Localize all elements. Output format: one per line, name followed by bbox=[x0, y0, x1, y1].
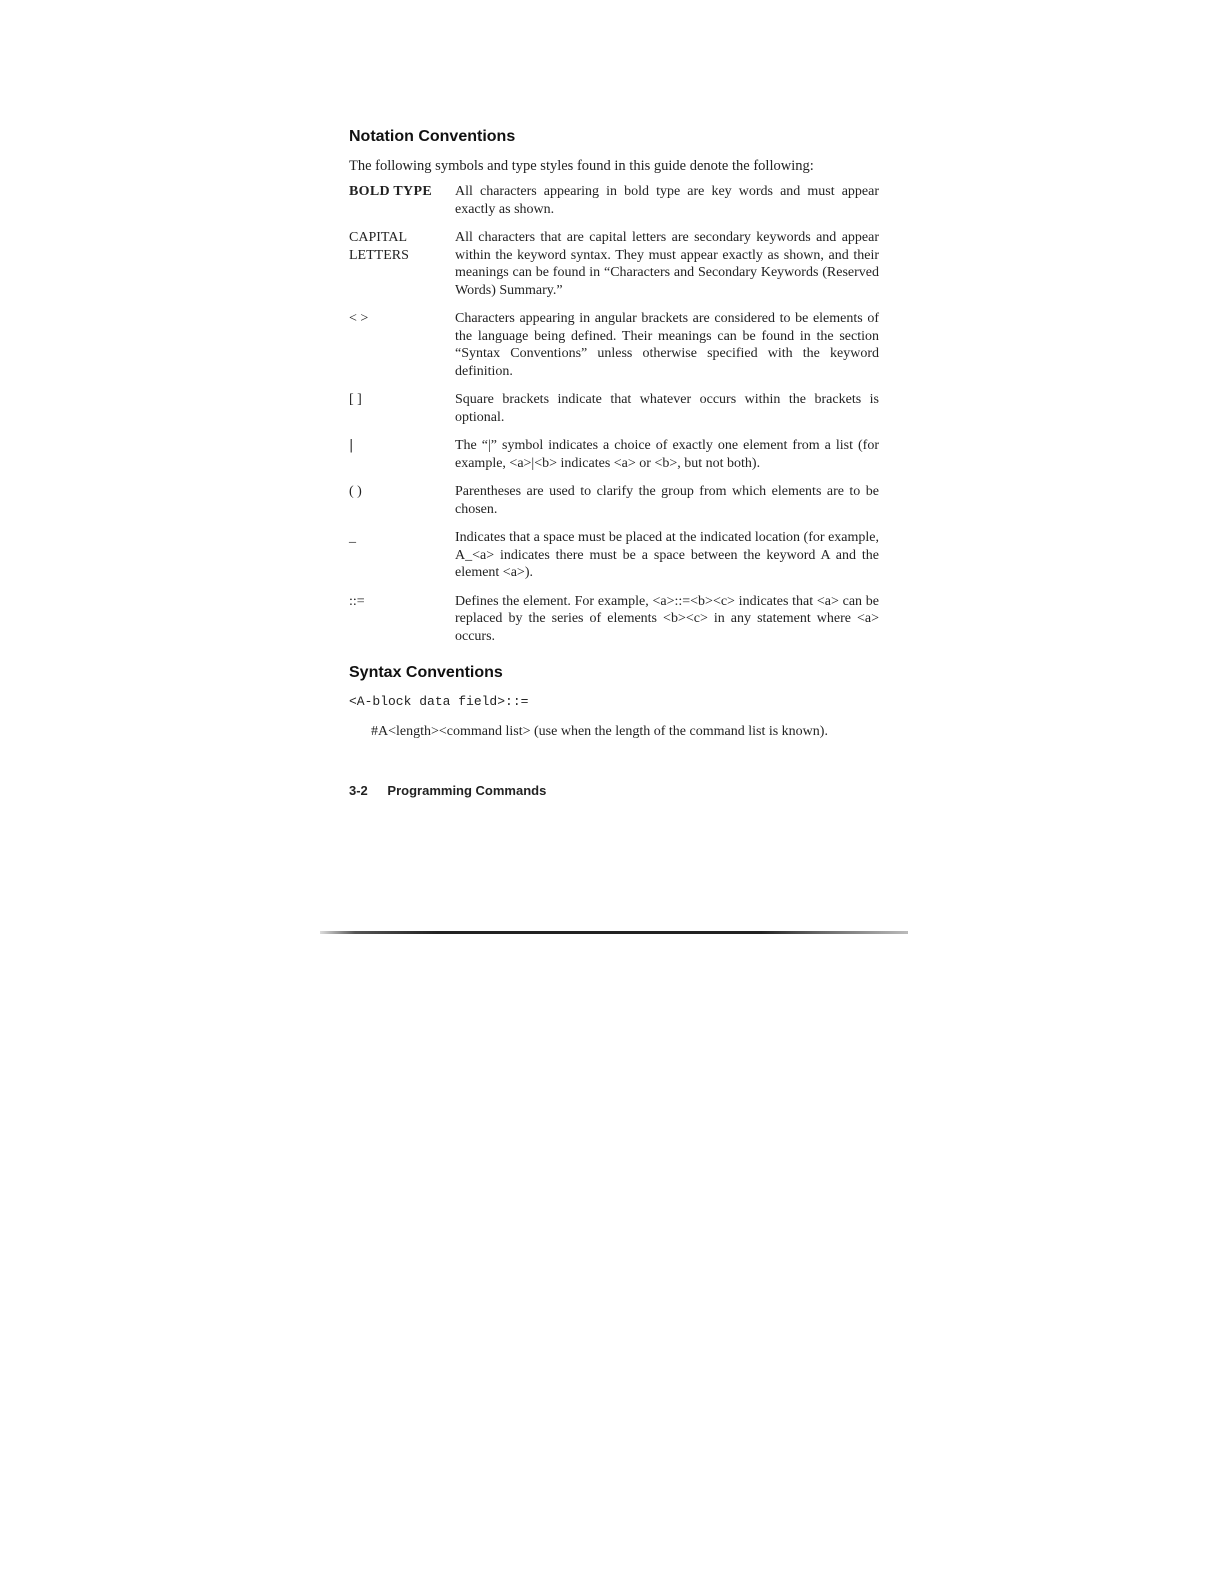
convention-term: < > bbox=[349, 311, 369, 326]
convention-row bbox=[349, 437, 879, 472]
convention-term: ( ) bbox=[349, 484, 362, 499]
conventions-list bbox=[349, 183, 879, 645]
convention-definition: Square brackets indicate that whatever occurs within the brackets is optional. bbox=[455, 392, 879, 425]
syntax-description: #A<length><command list> (use when the length of the command list is known). bbox=[371, 724, 828, 739]
page-number: 3-2 bbox=[349, 783, 368, 798]
convention-term: CAPITAL LETTERS bbox=[349, 230, 409, 263]
convention-row bbox=[349, 183, 879, 218]
convention-row bbox=[349, 593, 879, 646]
convention-definition: Characters appearing in angular brackets are considered to be elements of the language being defined. Their meanings can be found in the section “Syntax Conventions” unless otherwise specified with the keyword definition. bbox=[455, 311, 879, 379]
convention-term: BOLD TYPE bbox=[349, 184, 432, 199]
syntax-heading: Syntax Conventions bbox=[349, 664, 503, 681]
syntax-definition-line: <A-block data field>::= bbox=[349, 694, 529, 709]
convention-row bbox=[349, 391, 879, 426]
footer-title: Programming Commands bbox=[387, 783, 547, 798]
convention-row bbox=[349, 310, 879, 380]
page-edge-rule bbox=[320, 931, 908, 934]
convention-term: | bbox=[349, 438, 354, 453]
convention-term: [ ] bbox=[349, 392, 362, 407]
convention-term: ::= bbox=[349, 593, 365, 609]
convention-definition: Indicates that a space must be placed at the indicated location (for example, A_<a> indicates there must be a space between the keyword A and the element <a>). bbox=[455, 530, 879, 580]
convention-row bbox=[349, 529, 879, 582]
convention-definition: Parentheses are used to clarify the group from which elements are to be chosen. bbox=[455, 484, 879, 517]
convention-row bbox=[349, 483, 879, 518]
convention-definition: All characters that are capital letters are secondary keywords and appear within the keyword syntax. They must appear exactly as shown, and their meanings can be found in “Characters and Secondary Keywords (Reserved Words) Summary.” bbox=[455, 230, 879, 298]
convention-term: _ bbox=[349, 530, 356, 545]
manual-page bbox=[349, 128, 879, 798]
convention-definition: All characters appearing in bold type are key words and must appear exactly as shown. bbox=[455, 184, 879, 217]
notation-intro: The following symbols and type styles found in this guide denote the following: bbox=[349, 158, 814, 174]
convention-row bbox=[349, 229, 879, 299]
convention-definition: The “|” symbol indicates a choice of exactly one element from a list (for example, <a>|<b> indicates <a> or <b>, but not both). bbox=[455, 438, 879, 471]
convention-definition: Defines the element. For example, <a>::=<b><c> indicates that <a> can be replaced by the series of elements <b><c> in any statement where <a> occurs. bbox=[455, 593, 879, 644]
page-footer bbox=[349, 783, 879, 798]
notation-heading: Notation Conventions bbox=[349, 128, 516, 145]
